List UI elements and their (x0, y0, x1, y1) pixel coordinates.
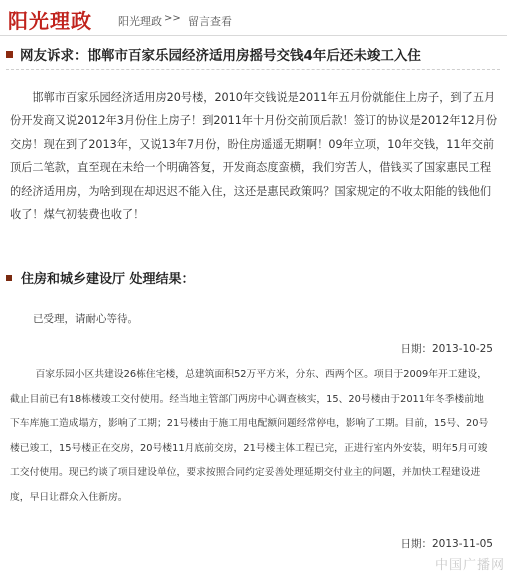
top-bar (0, 0, 507, 36)
square-bullet-icon (6, 51, 13, 58)
complaint-title: 网友诉求：邯郸市百家乐园经济适用房摇号交钱4年后还未竣工入住 (20, 48, 421, 64)
result-title: 住房和城乡建设厅 处理结果： (21, 272, 195, 287)
complaint-heading (6, 44, 421, 64)
first-reply: 已受理，请耐心等待。 (33, 313, 138, 325)
breadcrumb-home-link[interactable]: 阳光理政 (118, 15, 162, 28)
breadcrumb-separator: >> (164, 13, 181, 24)
first-reply-date: 日期：2013-10-25 (400, 343, 493, 355)
site-logo[interactable]: 阳光理政 (8, 9, 92, 33)
square-bullet-icon (6, 275, 12, 281)
complaint-body: 邯郸市百家乐园经济适用房20号楼，2010年交钱说是2011年五月份就能住上房子，到了五月份开发商又说2012年3月份住上房子！到2011年十月份交前顶后款！签订的协议是2012年12月份交房！现在到了2013年，又说13年7月份，盼住房遥遥无期啊！09年立项，10年交钱，11年交前顶后二笔款，直至现在未给一个明确答复，开发商态度蛮横，我们穷苦人，借钱买了国家惠民工程的经济适用房，为啥到现在却迟迟不能入住，这还是惠民政策吗？国家规定的不收太阳能的钱他们收了！煤气初装费也收了！ (10, 91, 498, 222)
breadcrumb-current: 留言查看 (188, 15, 232, 28)
result-heading (6, 268, 195, 287)
second-reply-date: 日期：2013-11-05 (400, 538, 493, 550)
divider (6, 69, 500, 70)
second-reply: 百家乐园小区共建设26栋住宅楼，总建筑面积52万平方米，分东、西两个区。项目于2009年开工建设，截止目前已有18栋楼竣工交付使用。经当地主管部门两房中心调查核实，15、20号楼由于2011年冬季楼前地下车库施工造成塌方，影响了工期；21号楼由于施工用电配额问题经常停电，影响了工期。目前，15号、20号楼已竣工，15号楼正在交房，20号楼11月底前交房，21号楼主体工程已完，正进行室内外安装，明年5月可竣工交付使用。现已约谈了项目建设单位，要求按照合同约定妥善处理延期交付业主的问题，并加快工程建设进度，早日让群众入住新房。 (10, 369, 489, 503)
watermark-logo: 中国广播网 (434, 558, 505, 573)
